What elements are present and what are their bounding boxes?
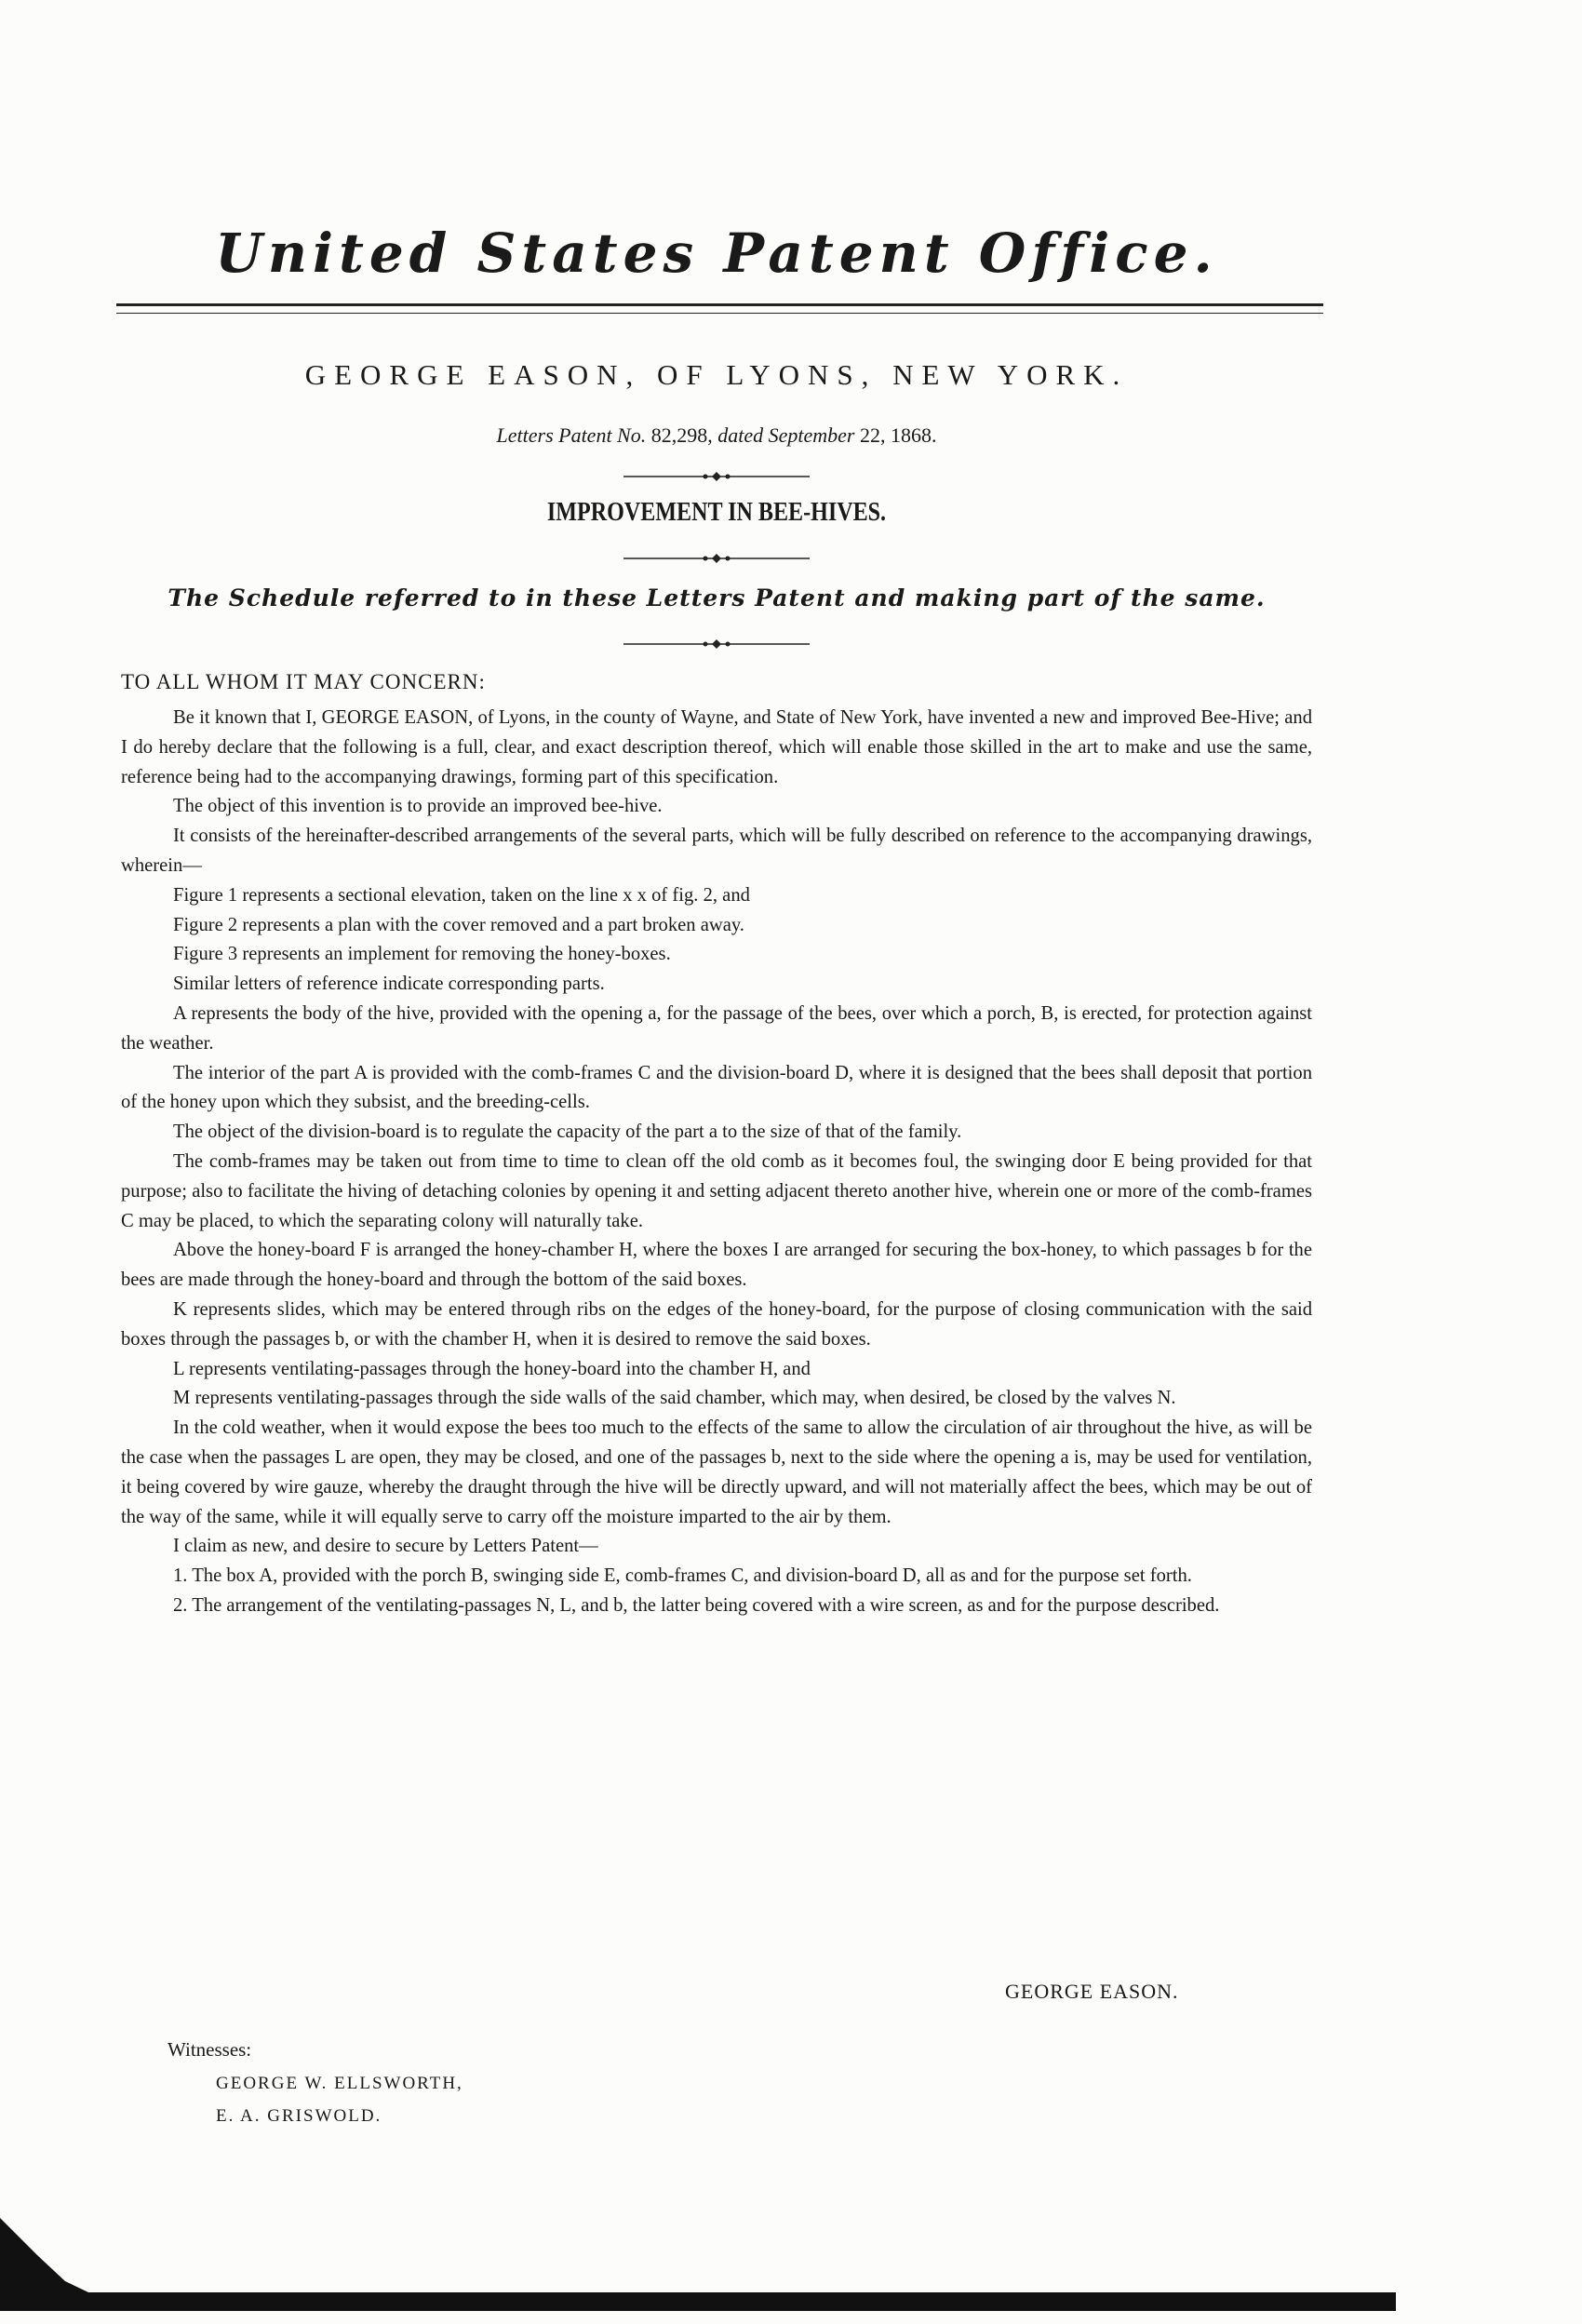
ornament-divider [623, 635, 810, 653]
figure-description: Figure 1 represents a sectional elevation, taken on the line x x of fig. 2, and [173, 884, 750, 906]
claim-intro: I claim as new, and desire to secure by Letters Patent— [173, 1536, 598, 1557]
paragraph: Similar letters of reference indicate corresponding parts. [173, 974, 605, 995]
schedule-line: The Schedule referred to in these Letters Patent and making part of the same. [168, 584, 1266, 611]
patent-date: 22, 1868. [859, 423, 937, 447]
paragraph: The object of this invention is to provide an improved bee-hive. [173, 796, 663, 817]
invention-title: IMPROVEMENT IN BEE-HIVES. [546, 498, 887, 527]
paragraph: K represents slides, which may be entered through ribs on the edges of the honey-board, for the purpose of closing communication with the said boxes through the passages b, or with the chamber H, when it is desired to remove the said boxes. [121, 1298, 1312, 1350]
witnesses-label: Witnesses: [168, 2038, 252, 2061]
specification-body [121, 704, 1312, 1621]
witness-name: GEORGE W. ELLSWORTH, [216, 2074, 463, 2093]
paragraph: It consists of the hereinafter-described arrangements of the several parts, which will be fully described on reference to the accompanying drawings, wherein— [121, 826, 1312, 876]
paragraph: L represents ventilating-passages through the honey-board into the chamber H, and [173, 1358, 811, 1379]
paragraph: M represents ventilating-passages through the side walls of the said chamber, which may, when desired, be closed by the valves N. [173, 1388, 1176, 1409]
paragraph: The interior of the part A is provided with the comb-frames C and the division-board D, where it is designed that the bees shall deposit that portion of the honey upon which they subsist, and the breeding-cells. [121, 1062, 1312, 1113]
figure-description: Figure 3 represents an implement for removing the honey-boxes. [173, 944, 671, 965]
paragraph: A represents the body of the hive, provided with the opening a, for the passage of the bees, over which a porch, B, is erected, for protection against the weather. [121, 1002, 1312, 1054]
ornament-divider [623, 467, 810, 486]
masthead-rule-top [116, 303, 1323, 306]
scan-edge-artifact [0, 2218, 1582, 2318]
inventor-signature: GEORGE EASON. [1005, 1980, 1179, 2003]
patent-prefix: Letters Patent No. [496, 423, 647, 447]
masthead: United States Patent Office. [215, 222, 1218, 285]
paragraph: The object of the division-board is to regulate the capacity of the part a to the size of that of the family. [173, 1122, 962, 1143]
patent-number: 82,298, [650, 423, 713, 447]
paragraph: Be it known that I, GEORGE EASON, of Lyons, in the county of Wayne, and State of New York, have invented a new and improved Bee-Hive; and I do hereby declare that the following is a full, clear, and exact description thereof, which will enable those skilled in the art to make and use the same, reference being had to the accompanying drawings, forming part of this specification. [121, 707, 1312, 787]
paragraph: The comb-frames may be taken out from time to time to clean off the old comb as it becomes foul, the swinging door E being provided for that purpose; also to facilitate the hiving of detaching colonies by opening it and setting adjacent thereto another hive, wherein one or more of the comb-frames C may be placed, to which the separating colony will naturally take. [121, 1150, 1312, 1231]
paragraph: Above the honey-board F is arranged the honey-chamber H, where the boxes I are arranged for securing the box-honey, to which passages b for the bees are made through the honey-board and through the bottom of the said boxes. [121, 1240, 1312, 1291]
masthead-rule-bottom [116, 313, 1323, 314]
witness-name: E. A. GRISWOLD. [216, 2106, 382, 2126]
claim: 2. The arrangement of the ventilating-passages N, L, and b, the latter being covered with a wire screen, as and for the purpose described. [173, 1594, 1220, 1616]
patent-number-line [112, 423, 1321, 448]
ornament-divider [623, 549, 810, 568]
paragraph: In the cold weather, when it would expose the bees too much to the effects of the same to allow the circulation of air throughout the hive, as will be the case when the passages L are open, they may be closed, and one of the passages b, next to the side where the opening a is, may be used for ventilation, it being covered by wire gauze, whereby the draught through the hive will be directly upward, and will not materially affect the bees, which may be out of the way of the same, while it will equally serve to carry off the moisture imparted to the air by them. [121, 1417, 1312, 1527]
figure-description: Figure 2 represents a plan with the cover removed and a part broken away. [173, 914, 744, 935]
claim: 1. The box A, provided with the porch B, swinging side E, comb-frames C, and division-board D, all as and for the purpose set forth. [173, 1565, 1192, 1587]
patent-dated-label: dated September [717, 423, 855, 447]
inventor-line: GEORGE EASON, OF LYONS, NEW YORK. [304, 358, 1129, 391]
salutation: TO ALL WHOM IT MAY CONCERN: [121, 670, 486, 693]
